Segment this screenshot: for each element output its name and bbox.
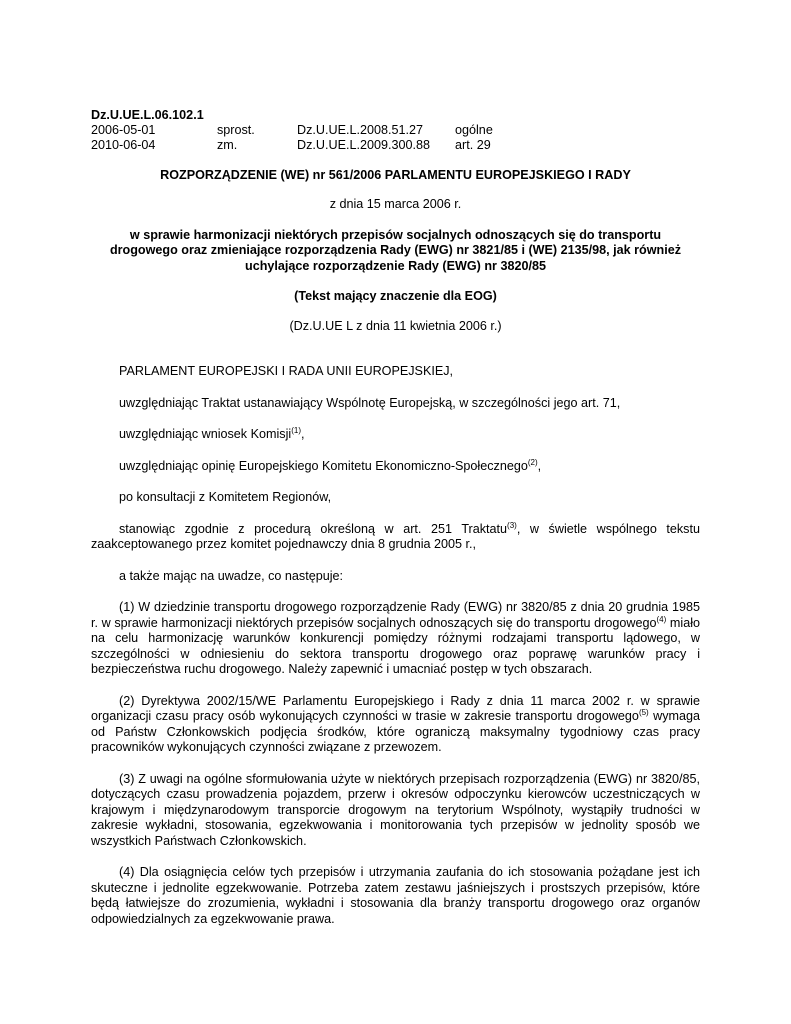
subject-line: w sprawie harmonizacji niektórych przepisów socjalnych odnoszących się do transportu — [129, 227, 662, 242]
preamble-procedure-text: stanowiąc zgodnie z procedurą określoną w art. 251 Traktatu — [119, 521, 508, 536]
recital-4: (4) Dla osiągnięcia celów tych przepisów i utrzymania zaufania do ich stosowania pożądane jest ich skuteczne i jednolite egzekwowanie. Potrzeba zatem zestawu jaśniejszych i prostszych przepisów, które będą łatwiejsze do zrozumienia, wykładni i stosowania dla branży transportu drogowego oraz organów odpowiedzialnych za egzekwowanie prawa. — [91, 865, 700, 926]
amendment-ref: Dz.U.UE.L.2008.51.27 — [297, 123, 424, 137]
eea-relevance-note: (Tekst mający znaczenie dla EOG) — [294, 289, 497, 303]
preamble-proposal-text: uwzględniając wniosek Komisji — [119, 427, 292, 441]
preamble-opinion-text: uwzględniając opinię Europejskiego Komitetu Ekonomiczno-Społecznego — [119, 458, 528, 473]
preamble-parliament: PARLAMENT EUROPEJSKI I RADA UNII EUROPEJSKIEJ, — [119, 364, 454, 378]
recital-1 — [91, 600, 700, 678]
footnote-ref: (3) — [507, 520, 517, 530]
amendment-type: zm. — [217, 138, 238, 152]
subject-line: drogowego oraz zmieniające rozporządzenia Rady (EWG) nr 3821/85 i (WE) 2135/98, jak również — [109, 243, 682, 257]
document-page — [91, 108, 700, 927]
amendment-row — [91, 123, 700, 138]
preamble-proposal — [91, 427, 700, 443]
punctuation: , — [300, 427, 305, 441]
amendment-scope: ogólne — [455, 123, 493, 137]
journal-reference: (Dz.U.UE L z dnia 11 kwietnia 2006 r.) — [289, 318, 502, 333]
recital-text: wymaga od Państw Członkowskich podjęcia środków, które ograniczą maksymalny tygodniowy czas pracy pracowników wykonujących czynności związane z przewozem. — [91, 709, 700, 754]
document-title: ROZPORZĄDZENIE (WE) nr 561/2006 PARLAMENTU EUROPEJSKIEGO I RADY — [160, 168, 631, 182]
preamble-procedure-text: , w świetle wspólnego tekstu zaakceptowanego przez komitet pojednawczy dnia 8 grudnia 2005 r., — [91, 521, 700, 551]
document-id: Dz.U.UE.L.06.102.1 — [91, 108, 204, 122]
recital-2 — [91, 694, 700, 756]
footnote-ref: (4) — [656, 614, 667, 624]
preamble-opinion — [91, 459, 700, 475]
recital-3: (3) Z uwagi na ogólne sformułowania użyte w niektórych przepisach rozporządzenia (EWG) nr 3820/85, dotyczących czasu prowadzenia pojazdem, przerw i okresów odpoczynku kierowców uczestniczących w krajowym i międzynarodowym transporcie drogowym na terytorium Wspólnoty, wystąpiły trudności w zakresie wykładni, stosowania, egzekwowania i monitorowania tych przepisów w jednolity sposób we wszystkich Państwach Członkowskich. — [91, 771, 700, 848]
footnote-ref: (5) — [638, 707, 649, 717]
preamble-regions: po konsultacji z Komitetem Regionów, — [119, 490, 332, 504]
subject-line: uchylające rozporządzenie Rady (EWG) nr 3820/85 — [245, 258, 546, 273]
amendment-scope: art. 29 — [455, 138, 491, 152]
preamble-whereas: a także mając na uwadze, co następuje: — [119, 568, 344, 583]
footnote-ref: (2) — [527, 457, 538, 467]
recital-text: miało na celu harmonizację warunków konkurencji pomiędzy różnymi rodzajami transportu lądowego, w szczególności w odniesieniu do sektora transportu drogowego oraz poprawę warunków pracy i bezpieczeństwa ruchu drogowego. Należy zapewnić i umacniać postęp w tych obszarach. — [91, 615, 701, 676]
punctuation: , — [537, 458, 542, 473]
document-date: z dnia 15 marca 2006 r. — [329, 197, 462, 211]
amendment-row — [91, 138, 700, 153]
amendment-date: 2006-05-01 — [91, 123, 156, 137]
footnote-ref: (1) — [291, 425, 301, 435]
preamble-treaty: uwzględniając Traktat ustanawiający Wspólnotę Europejską, w szczególności jego art. 71, — [119, 395, 621, 410]
recital-text: (2) Dyrektywa 2002/15/WE Parlamentu Europejskiego i Rady z dnia 11 marca 2002 r. w sprawie organizacji czasu pracy osób wykonujących czynności w trasie w zakresie transportu drogowego — [91, 693, 700, 723]
amendment-ref: Dz.U.UE.L.2009.300.88 — [297, 138, 431, 152]
document-subject — [91, 228, 700, 275]
amendment-date: 2010-06-04 — [91, 138, 156, 152]
amendment-type: sprost. — [217, 123, 255, 137]
preamble-procedure — [91, 522, 700, 553]
recital-text: (1) W dziedzinie transportu drogowego rozporządzenie Rady (EWG) nr 3820/85 z dnia 20 grudnia 1985 r. w sprawie harmonizacji niektórych przepisów socjalnych odnoszących się do transportu drogowego — [91, 600, 700, 630]
